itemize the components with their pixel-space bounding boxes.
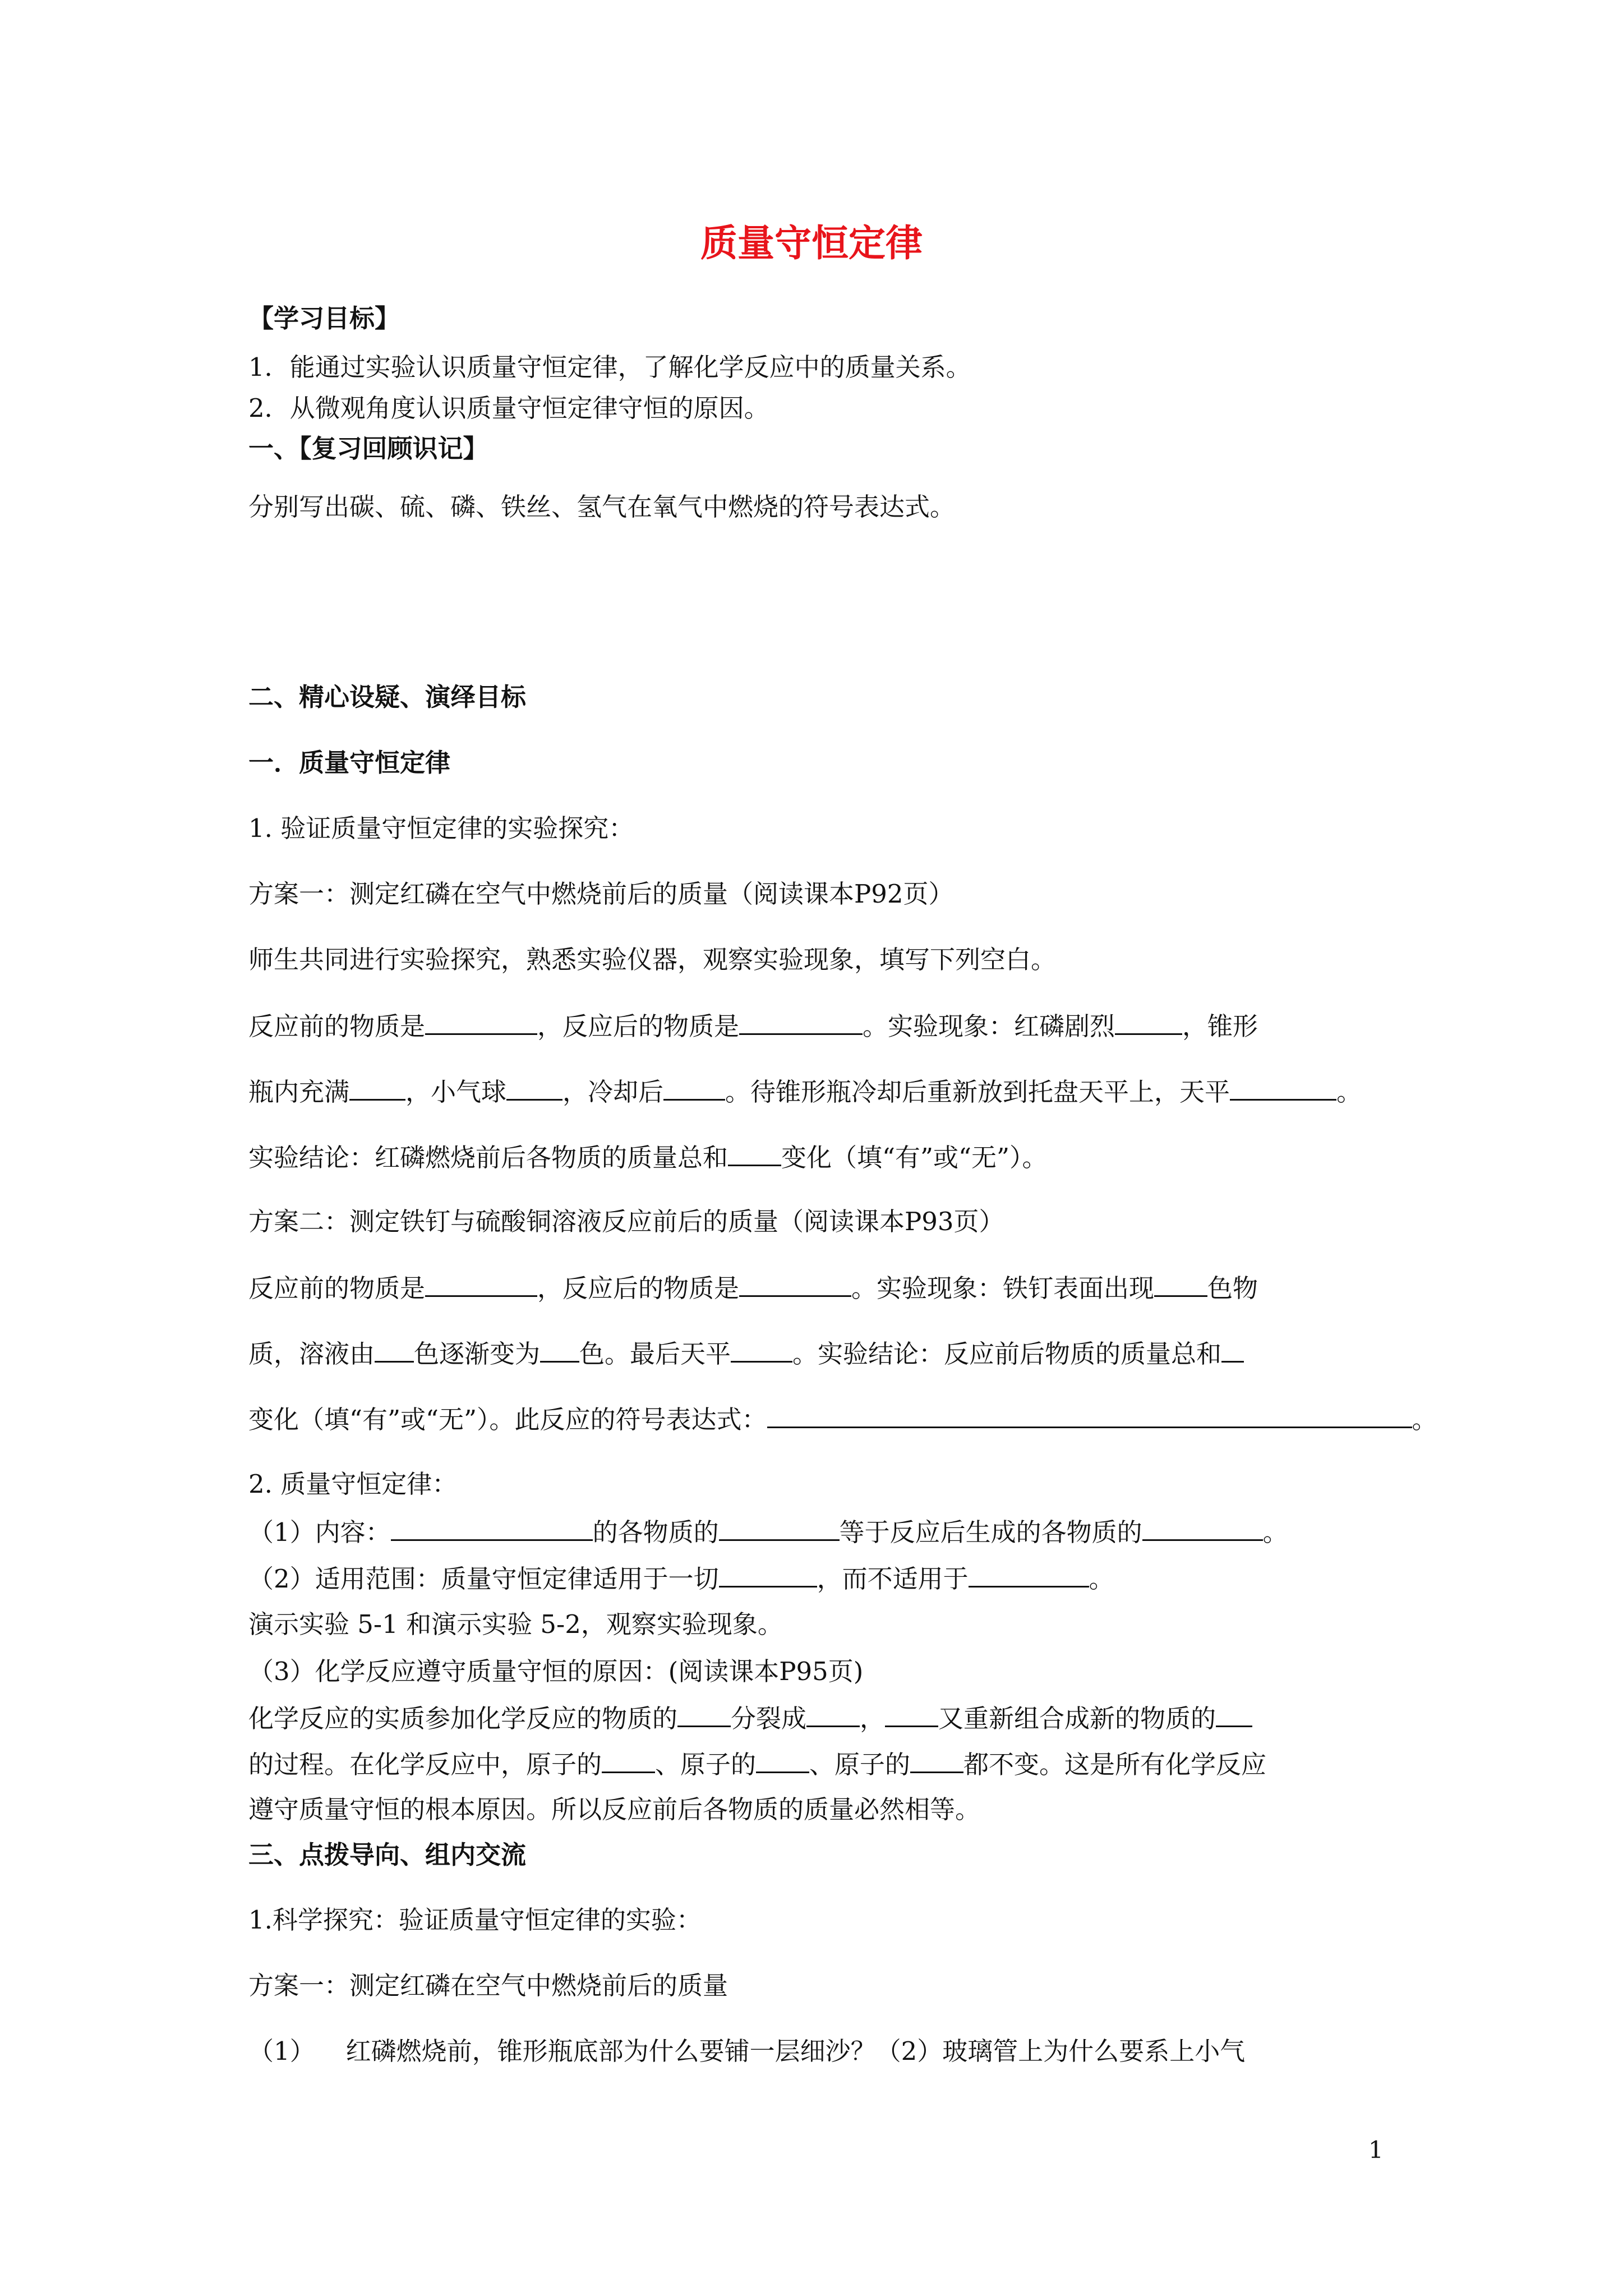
fill-blank[interactable] bbox=[1221, 1336, 1244, 1363]
text: 。实验现象：铁钉表面出现 bbox=[851, 1273, 1155, 1303]
goal-item-1: 1．能通过实验认识质量守恒定律，了解化学反应中的质量关系。 bbox=[248, 352, 971, 382]
reason-line2 bbox=[248, 1747, 1266, 1782]
section2-heading: 二、精心设疑、演绎目标 bbox=[248, 682, 527, 712]
reason-line3: 遵守质量守恒的根本原因。所以反应前后各物质的质量必然相等。 bbox=[248, 1795, 981, 1824]
text: 色。最后天平 bbox=[579, 1339, 731, 1369]
plan1-conclusion bbox=[248, 1140, 1048, 1175]
text: 。实验现象：红磷剧烈 bbox=[863, 1011, 1115, 1041]
fill-blank[interactable] bbox=[540, 1336, 579, 1363]
law-reason-title: （3）化学反应遵守质量守恒的原因：(阅读课本P95页) bbox=[248, 1657, 864, 1686]
text: 、原子的 bbox=[809, 1750, 911, 1779]
text: 色逐渐变为 bbox=[414, 1339, 541, 1369]
text: 反应前的物质是 bbox=[248, 1011, 426, 1041]
fill-blank[interactable] bbox=[731, 1336, 792, 1363]
fill-blank[interactable] bbox=[349, 1074, 405, 1101]
review-heading: 一、【复习回顾识记】 bbox=[248, 434, 488, 463]
text: 分裂成 bbox=[731, 1704, 807, 1733]
text: 、原子的 bbox=[655, 1750, 757, 1779]
text: 。实验结论：反应前后物质的质量总和 bbox=[792, 1339, 1222, 1369]
demo-text: 演示实验 5-1 和演示实验 5-2，观察实验现象。 bbox=[248, 1609, 783, 1639]
text: 的各物质的 bbox=[592, 1517, 719, 1547]
page-number: 1 bbox=[1368, 2136, 1384, 2164]
text: 反应前的物质是 bbox=[248, 1273, 426, 1303]
plan1-line2 bbox=[248, 1074, 1362, 1109]
fill-blank[interactable] bbox=[1142, 1515, 1263, 1541]
fill-blank[interactable] bbox=[663, 1074, 725, 1101]
text: ，小气球 bbox=[405, 1077, 507, 1107]
fill-blank[interactable] bbox=[425, 1271, 537, 1297]
fill-blank[interactable] bbox=[375, 1336, 414, 1363]
fill-blank[interactable] bbox=[719, 1561, 817, 1588]
fill-blank[interactable] bbox=[756, 1747, 809, 1773]
text: ，反应后的物质是 bbox=[537, 1273, 740, 1303]
experiment-title: 1. 验证质量守恒定律的实验探究： bbox=[248, 813, 634, 843]
plan2-line3 bbox=[248, 1402, 1437, 1437]
text: 化学反应的实质参加化学反应的物质的 bbox=[248, 1704, 678, 1733]
text: 都不变。这是所有化学反应 bbox=[963, 1750, 1267, 1779]
fill-blank[interactable] bbox=[391, 1515, 593, 1541]
plan1-line1 bbox=[248, 1009, 1258, 1043]
text: 。 bbox=[1262, 1517, 1288, 1547]
text: 红磷燃烧前，锥形瓶底部为什么要铺一层细沙？（2）玻璃管上为什么要系上小气 bbox=[345, 2036, 1246, 2066]
text: ，而不适用于 bbox=[817, 1564, 969, 1594]
text: 。 bbox=[1412, 1405, 1437, 1434]
text: （1）内容： bbox=[248, 1517, 391, 1547]
fill-blank[interactable] bbox=[728, 1140, 781, 1166]
fill-blank[interactable] bbox=[1216, 1701, 1252, 1727]
text: 质，溶液由 bbox=[248, 1339, 375, 1369]
law-scope bbox=[248, 1561, 1114, 1596]
review-text: 分别写出碳、硫、磷、铁丝、氢气在氧气中燃烧的符号表达式。 bbox=[248, 492, 956, 522]
law-title: 2. 质量守恒定律： bbox=[248, 1469, 458, 1499]
text: 变化（填“有”或“无”）。 bbox=[781, 1143, 1048, 1172]
text: 。 bbox=[1089, 1564, 1114, 1594]
fill-blank[interactable] bbox=[910, 1747, 963, 1773]
fill-blank[interactable] bbox=[1115, 1009, 1182, 1035]
text: 色物 bbox=[1207, 1273, 1258, 1303]
text: 瓶内充满 bbox=[248, 1077, 350, 1107]
fill-blank[interactable] bbox=[506, 1074, 562, 1101]
fill-blank[interactable] bbox=[806, 1701, 860, 1727]
page-title: 质量守恒定律 bbox=[700, 222, 923, 265]
text: 。待锥形瓶冷却后重新放到托盘天平上，天平 bbox=[725, 1077, 1230, 1107]
fill-blank[interactable] bbox=[739, 1009, 863, 1035]
text: 等于反应后生成的各物质的 bbox=[839, 1517, 1142, 1547]
fill-blank[interactable] bbox=[425, 1009, 537, 1035]
text: 变化（填“有”或“无”）。此反应的符号表达式： bbox=[248, 1405, 767, 1434]
fill-blank[interactable] bbox=[1154, 1271, 1207, 1297]
fill-blank[interactable] bbox=[885, 1701, 938, 1727]
fill-blank[interactable] bbox=[969, 1561, 1089, 1588]
text: （1） bbox=[248, 2036, 315, 2066]
section3-plan1: 方案一：测定红磷在空气中燃烧前后的质量 bbox=[248, 1971, 728, 2000]
text: ，反应后的物质是 bbox=[537, 1011, 740, 1041]
section2-sub1: 一．质量守恒定律 bbox=[248, 748, 451, 777]
text: ，锥形 bbox=[1182, 1011, 1258, 1041]
goals-heading: 【学习目标】 bbox=[248, 303, 400, 333]
plan1-intro: 师生共同进行实验探究，熟悉实验仪器，观察实验现象，填写下列空白。 bbox=[248, 945, 1057, 974]
fill-blank[interactable] bbox=[1230, 1074, 1336, 1101]
fill-blank[interactable] bbox=[767, 1402, 1412, 1428]
text: 的过程。在化学反应中，原子的 bbox=[248, 1750, 602, 1779]
plan2-title: 方案二：测定铁钉与硫酸铜溶液反应前后的质量（阅读课本P93页） bbox=[248, 1207, 1004, 1236]
fill-blank[interactable] bbox=[719, 1515, 840, 1541]
plan2-line2 bbox=[248, 1336, 1244, 1371]
text: 实验结论：红磷燃烧前后各物质的质量总和 bbox=[248, 1143, 728, 1172]
section3-heading: 三、点拨导向、组内交流 bbox=[248, 1840, 527, 1870]
goal-item-2: 2．从微观角度认识质量守恒定律守恒的原因。 bbox=[248, 393, 769, 423]
section3-question bbox=[248, 2035, 1245, 2068]
text: ，冷却后 bbox=[562, 1077, 664, 1107]
text: ， bbox=[860, 1704, 886, 1733]
fill-blank[interactable] bbox=[739, 1271, 851, 1297]
plan1-title: 方案一：测定红磷在空气中燃烧前后的质量（阅读课本P92页） bbox=[248, 879, 954, 909]
law-content bbox=[248, 1515, 1288, 1549]
text: 。 bbox=[1336, 1077, 1362, 1107]
fill-blank[interactable] bbox=[602, 1747, 655, 1773]
plan2-line1 bbox=[248, 1271, 1258, 1305]
section3-experiment: 1.科学探究：验证质量守恒定律的实验： bbox=[248, 1905, 702, 1935]
reason-line1 bbox=[248, 1701, 1252, 1736]
fill-blank[interactable] bbox=[677, 1701, 731, 1727]
text: 又重新组合成新的物质的 bbox=[938, 1704, 1216, 1733]
text: （2）适用范围：质量守恒定律适用于一切 bbox=[248, 1564, 719, 1594]
